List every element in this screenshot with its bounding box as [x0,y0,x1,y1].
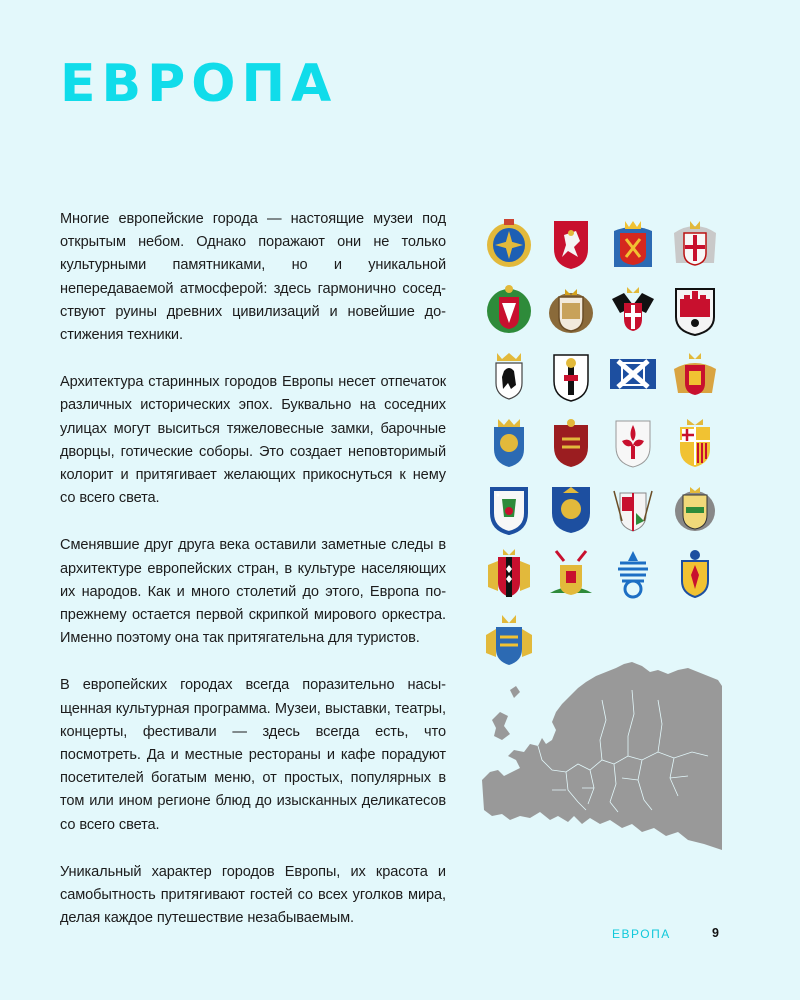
paragraph: Уникальный характер городов Европы, их красота и самобытность притягивают гостей со всех уголков мира, делая каждое путешествие незабываемым. [60,863,446,927]
coat-of-arms-icon [666,346,724,405]
footer-section-label: ЕВРОПА [612,927,671,941]
coat-of-arms-icon [480,346,538,405]
coat-of-arms-icon [604,478,662,537]
coat-of-arms-icon [604,346,662,405]
coat-of-arms-icon [604,544,662,603]
coat-of-arms-icon [542,478,600,537]
coat-of-arms-icon [604,214,662,273]
coat-of-arms-icon [666,478,724,537]
coat-of-arms-icon [542,544,600,603]
coat-of-arms-icon [542,346,600,405]
coats-of-arms-grid [480,214,726,669]
coat-of-arms-icon [666,412,724,471]
coat-of-arms-icon [480,280,538,339]
paragraph: Многие европейские города — настоящие музеи под открытым небом. Однако поражают они не только культурными памятниками, но и уникальной непередаваемой атмосферой: здесь гармонично соседствуют руины древних цивилизаций и новейшие достижения техники. [60,211,446,344]
coat-of-arms-icon [604,412,662,471]
coat-of-arms-icon [542,412,600,471]
europe-map-icon [482,660,722,850]
page-title: ЕВРОПА [60,54,338,114]
coat-of-arms-icon [604,280,662,339]
coat-of-arms-icon [480,478,538,537]
article-body [60,208,446,954]
coat-of-arms-icon [480,544,538,603]
coat-of-arms-icon [666,544,724,603]
coat-of-arms-icon [666,280,724,339]
coat-of-arms-icon [666,214,724,273]
paragraph: Сменявшие друг друга века оставили заметные следы в архитектуре европейских стран, в культуре населяющих их народов. Как и много столетий до этого, Европа по-прежнему остается первой скрипкой мирового оркестра. Именно поэтому она так притягательна для туристов. [60,537,446,647]
page-number: 9 [712,926,719,940]
coat-of-arms-icon [480,412,538,471]
paragraph: В европейских городах всегда поразительно насыщенная культурная программа. Музеи, выставки, театры, концерты, фестивали — здесь всегда есть, что посмотреть. Да и местные рестораны и кафе порадуют посетителей богатым меню, от простых, популярных в том или ином регионе блюд до изысканных деликатесов со всего света. [60,677,446,833]
coat-of-arms-icon [542,214,600,273]
coat-of-arms-icon [480,214,538,273]
coat-of-arms-icon [542,280,600,339]
paragraph: Архитектура старинных городов Европы несет отпечаток различных исторических эпох. Буквально на соседних улицах могут выситься тяжеловесные замки, барочные дворцы, готические соборы. Это создает неповторимый колорит и притягивает желающих прикоснуться к нему со всего света. [60,374,446,507]
